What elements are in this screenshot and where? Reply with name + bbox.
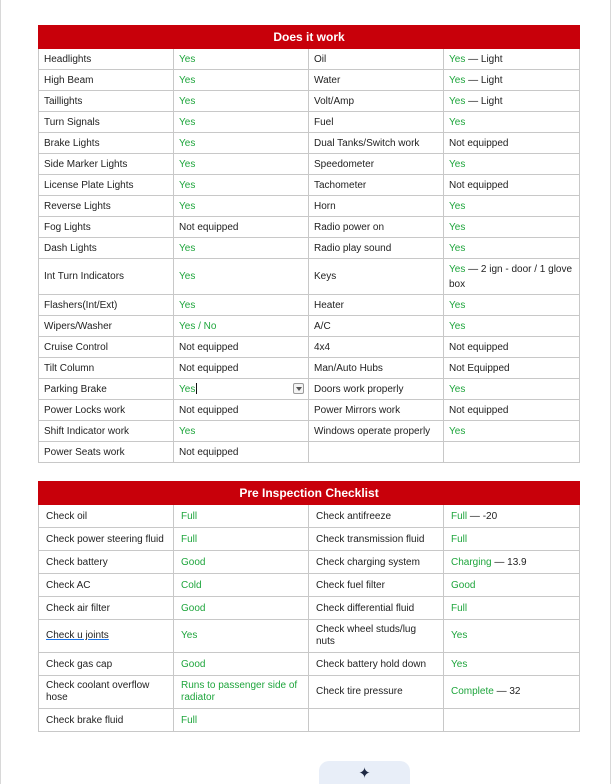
table-row xyxy=(39,337,580,358)
item-label: Check transmission fluid xyxy=(309,528,444,551)
table-row xyxy=(39,49,580,70)
table-row xyxy=(39,379,580,400)
status-chip: Complete xyxy=(451,686,494,697)
empty-cell[interactable] xyxy=(309,709,444,732)
status-value[interactable]: Yes xyxy=(444,154,580,175)
status-note: 32 xyxy=(509,686,521,697)
status-value[interactable]: Yes xyxy=(174,112,309,133)
item-label: Cruise Control xyxy=(39,337,174,358)
status-value[interactable]: Yes xyxy=(174,259,309,295)
status-value[interactable]: Full xyxy=(444,528,580,551)
item-label: Water xyxy=(309,70,444,91)
status-value[interactable]: Not equipped xyxy=(444,133,580,154)
item-label: Man/Auto Hubs xyxy=(309,358,444,379)
status-value[interactable] xyxy=(444,91,580,112)
separator: — xyxy=(465,74,481,86)
item-label: Turn Signals xyxy=(39,112,174,133)
table-row xyxy=(39,238,580,259)
status-value[interactable]: Yes xyxy=(444,217,580,238)
status-value[interactable]: Yes xyxy=(174,620,309,653)
table-row xyxy=(39,620,580,653)
status-value[interactable]: Good xyxy=(174,551,309,574)
pre-inspection-title: Pre Inspection Checklist xyxy=(39,482,580,505)
item-label: Check AC xyxy=(39,574,174,597)
table-row xyxy=(39,709,580,732)
status-value[interactable]: Not equipped xyxy=(444,175,580,196)
status-value[interactable]: Not equipped xyxy=(444,400,580,421)
status-value[interactable]: Not equipped xyxy=(444,337,580,358)
pre-inspection-table xyxy=(38,481,580,732)
item-label: Power Mirrors work xyxy=(309,400,444,421)
status-value[interactable]: Full xyxy=(174,505,309,528)
item-label: Power Locks work xyxy=(39,400,174,421)
table-row xyxy=(39,112,580,133)
status-value[interactable]: Good xyxy=(174,653,309,676)
status-value[interactable]: Not equipped xyxy=(174,217,309,238)
status-value[interactable]: Yes xyxy=(444,238,580,259)
item-label: Check battery hold down xyxy=(309,653,444,676)
separator: — xyxy=(491,556,508,568)
status-value[interactable]: Yes xyxy=(174,295,309,316)
status-chip: Yes xyxy=(449,74,466,86)
item-label: Check charging system xyxy=(309,551,444,574)
status-value[interactable]: Not Equipped xyxy=(444,358,580,379)
status-value[interactable] xyxy=(444,49,580,70)
status-value[interactable]: Yes xyxy=(174,196,309,217)
does-it-work-title: Does it work xyxy=(39,26,580,49)
status-value[interactable]: Yes xyxy=(444,620,580,653)
table-row xyxy=(39,217,580,238)
table-row xyxy=(39,70,580,91)
status-chip: Yes xyxy=(449,53,466,65)
status-note: -20 xyxy=(482,510,498,522)
item-label: Speedometer xyxy=(309,154,444,175)
item-label: Tachometer xyxy=(309,175,444,196)
status-value[interactable]: Yes xyxy=(174,238,309,259)
status-value[interactable] xyxy=(444,259,580,295)
table-row xyxy=(39,154,580,175)
item-label: Parking Brake xyxy=(39,379,174,400)
table-row xyxy=(39,259,580,295)
item-label: Int Turn Indicators xyxy=(39,259,174,295)
table-row xyxy=(39,597,580,620)
status-value[interactable]: Good xyxy=(444,574,580,597)
item-label: Oil xyxy=(309,49,444,70)
table-row xyxy=(39,91,580,112)
item-label: Heater xyxy=(309,295,444,316)
item-label: Power Seats work xyxy=(39,442,174,463)
status-chip: Yes xyxy=(449,95,466,107)
status-value[interactable]: Yes xyxy=(444,316,580,337)
status-value[interactable]: Yes xyxy=(444,653,580,676)
status-value[interactable]: Yes / No xyxy=(174,316,309,337)
status-value[interactable]: Yes xyxy=(444,196,580,217)
status-value[interactable]: Yes xyxy=(174,70,309,91)
status-note: 2 ign - door / 1 glove box xyxy=(449,263,573,290)
status-value[interactable]: Full xyxy=(174,709,309,732)
item-label: Check gas cap xyxy=(39,653,174,676)
ai-assist-button[interactable] xyxy=(319,761,410,784)
item-label: Taillights xyxy=(39,91,174,112)
status-value[interactable]: Yes xyxy=(174,133,309,154)
item-label: Dual Tanks/Switch work xyxy=(309,133,444,154)
chevron-down-icon[interactable] xyxy=(293,383,304,394)
sparkle-icon: ✦ xyxy=(358,764,371,782)
status-value[interactable] xyxy=(444,505,580,528)
status-note: Light xyxy=(480,53,503,65)
separator: — xyxy=(467,510,483,522)
item-label: Reverse Lights xyxy=(39,196,174,217)
item-label: Volt/Amp xyxy=(309,91,444,112)
status-value[interactable]: Not equipped xyxy=(174,337,309,358)
item-label: Shift Indicator work xyxy=(39,421,174,442)
item-label: License Plate Lights xyxy=(39,175,174,196)
item-label: Check coolant overflow hose xyxy=(39,676,174,709)
status-value[interactable]: Yes xyxy=(174,91,309,112)
item-label: Brake Lights xyxy=(39,133,174,154)
item-label: Fog Lights xyxy=(39,217,174,238)
dropdown-value: Yes xyxy=(179,384,196,395)
status-value[interactable] xyxy=(444,676,580,709)
table-row xyxy=(39,551,580,574)
table-row xyxy=(39,133,580,154)
item-label: Check antifreeze xyxy=(309,505,444,528)
status-value[interactable]: Yes xyxy=(444,421,580,442)
table-row xyxy=(39,528,580,551)
table-row xyxy=(39,676,580,709)
status-value[interactable]: Not equipped xyxy=(174,358,309,379)
status-value[interactable]: Not equipped xyxy=(174,400,309,421)
empty-cell[interactable] xyxy=(444,442,580,463)
item-label xyxy=(39,620,174,653)
item-label: Flashers(Int/Ext) xyxy=(39,295,174,316)
status-value[interactable]: Yes xyxy=(174,49,309,70)
parking-brake-dropdown[interactable] xyxy=(174,379,309,400)
item-label: Check power steering fluid xyxy=(39,528,174,551)
item-label: Check tire pressure xyxy=(309,676,444,709)
item-label: Check fuel filter xyxy=(309,574,444,597)
table-row xyxy=(39,505,580,528)
status-note: Light xyxy=(480,95,503,107)
item-label: Check differential fluid xyxy=(309,597,444,620)
item-label: Check battery xyxy=(39,551,174,574)
table-row xyxy=(39,421,580,442)
table-row xyxy=(39,574,580,597)
status-value[interactable]: Full xyxy=(174,528,309,551)
item-label: High Beam xyxy=(39,70,174,91)
table-row xyxy=(39,316,580,337)
empty-cell[interactable] xyxy=(309,442,444,463)
item-label: Side Marker Lights xyxy=(39,154,174,175)
status-chip: Charging xyxy=(451,556,492,568)
item-label: Check brake fluid xyxy=(39,709,174,732)
status-chip: Yes xyxy=(449,263,466,275)
status-value[interactable]: Runs to passenger side of radiator xyxy=(174,676,309,709)
table-row xyxy=(39,196,580,217)
status-value[interactable]: Yes xyxy=(444,295,580,316)
status-value[interactable]: Yes xyxy=(174,175,309,196)
item-label: Check oil xyxy=(39,505,174,528)
status-value[interactable] xyxy=(444,70,580,91)
item-label: Headlights xyxy=(39,49,174,70)
table-row xyxy=(39,295,580,316)
table-row xyxy=(39,653,580,676)
separator: — xyxy=(493,686,510,697)
separator: — xyxy=(465,53,481,65)
item-label: Dash Lights xyxy=(39,238,174,259)
item-label: Check air filter xyxy=(39,597,174,620)
item-label: Keys xyxy=(309,259,444,295)
status-note: Light xyxy=(480,74,503,86)
item-label: Tilt Column xyxy=(39,358,174,379)
item-label: Wipers/Washer xyxy=(39,316,174,337)
item-label: Radio play sound xyxy=(309,238,444,259)
item-label: Check wheel studs/lug nuts xyxy=(309,620,444,653)
table-row xyxy=(39,442,580,463)
item-label: 4x4 xyxy=(309,337,444,358)
item-label: Windows operate properly xyxy=(309,421,444,442)
item-label: Doors work properly xyxy=(309,379,444,400)
status-value[interactable]: Full xyxy=(444,597,580,620)
status-value[interactable]: Not equipped xyxy=(174,442,309,463)
separator: — xyxy=(465,263,481,275)
status-value[interactable]: Cold xyxy=(174,574,309,597)
text-cursor xyxy=(196,383,197,394)
table-row xyxy=(39,358,580,379)
status-value[interactable]: Good xyxy=(174,597,309,620)
item-label: Radio power on xyxy=(309,217,444,238)
item-label: Fuel xyxy=(309,112,444,133)
item-label: A/C xyxy=(309,316,444,337)
status-chip: Full xyxy=(451,510,468,522)
status-note: 13.9 xyxy=(507,556,527,568)
u-joints-label: Check u joints xyxy=(46,630,109,641)
separator: — xyxy=(465,95,481,107)
item-label: Horn xyxy=(309,196,444,217)
empty-cell[interactable] xyxy=(444,709,580,732)
status-value[interactable] xyxy=(444,551,580,574)
status-value[interactable]: Yes xyxy=(444,379,580,400)
table-row xyxy=(39,175,580,196)
does-it-work-table xyxy=(38,25,580,463)
table-row xyxy=(39,400,580,421)
status-value[interactable]: Yes xyxy=(444,112,580,133)
status-value[interactable]: Yes xyxy=(174,421,309,442)
status-value[interactable]: Yes xyxy=(174,154,309,175)
